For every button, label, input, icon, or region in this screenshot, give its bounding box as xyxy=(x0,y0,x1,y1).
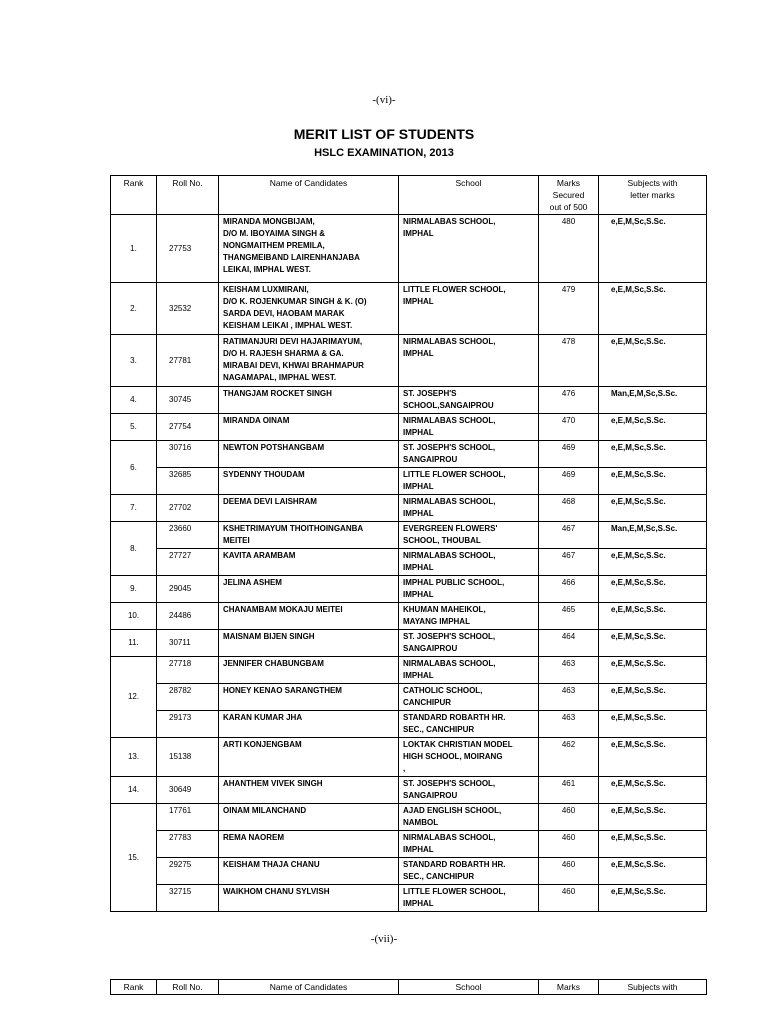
roll-cell: 29045 xyxy=(157,576,219,603)
candidate-name-line: OINAM MILANCHAND xyxy=(223,806,307,815)
marks-cell: 476 xyxy=(539,387,599,414)
rank-cell: 3. xyxy=(111,335,157,387)
candidate-name-cell xyxy=(219,495,399,522)
header-name: Name of Candidates xyxy=(219,176,399,215)
candidate-name-line: THANGJAM ROCKET SINGH xyxy=(223,389,332,398)
table-header-row xyxy=(111,176,707,215)
rank-cell: 14. xyxy=(111,777,157,804)
candidate-name-line: MIRANDA MONGBIJAM, xyxy=(223,217,315,226)
school-cell xyxy=(399,804,539,831)
subjects-cell: e,E,M,Sc,S.Sc. xyxy=(599,495,707,522)
rank-cell: 8. xyxy=(111,522,157,576)
school-cell xyxy=(399,335,539,387)
roll-cell: 30745 xyxy=(157,387,219,414)
school-line: SANGAIPROU xyxy=(403,644,458,653)
marks-cell: 467 xyxy=(539,522,599,549)
marks-cell: 479 xyxy=(539,283,599,335)
school-line: NIRMALABAS SCHOOL, xyxy=(403,497,496,506)
candidate-name-line: RATIMANJURI DEVI HAJARIMAYUM, xyxy=(223,337,363,346)
school-line: , xyxy=(403,764,406,773)
school-line: NIRMALABAS SCHOOL, xyxy=(403,337,496,346)
marks-cell: 478 xyxy=(539,335,599,387)
candidate-name-line: SYDENNY THOUDAM xyxy=(223,470,305,479)
table-row xyxy=(111,414,707,441)
school-line: IMPHAL xyxy=(403,509,434,518)
table-row xyxy=(111,468,707,495)
school-line: SANGAIPROU xyxy=(403,791,458,800)
page-number-top: -(vi)- xyxy=(372,94,396,106)
marks-cell: 460 xyxy=(539,858,599,885)
subjects-cell: e,E,M,Sc,S.Sc. xyxy=(599,831,707,858)
rank-cell: 9. xyxy=(111,576,157,603)
table-row xyxy=(111,738,707,777)
marks-cell: 465 xyxy=(539,603,599,630)
candidate-name-line: KEISHAM LEIKAI , IMPHAL WEST. xyxy=(223,321,353,330)
table-row xyxy=(111,684,707,711)
school-line: STANDARD ROBARTH HR. xyxy=(403,860,506,869)
candidate-name-line: NAGAMAPAL, IMPHAL WEST. xyxy=(223,373,337,382)
candidate-name-line: DEEMA DEVI LAISHRAM xyxy=(223,497,317,506)
roll-cell: 30649 xyxy=(157,777,219,804)
roll-cell: 28782 xyxy=(157,684,219,711)
candidate-name-line: CHANAMBAM MOKAJU MEITEI xyxy=(223,605,343,614)
school-cell xyxy=(399,495,539,522)
school-line: NIRMALABAS SCHOOL, xyxy=(403,416,496,425)
school-cell xyxy=(399,549,539,576)
header-name: Name of Candidates xyxy=(219,980,399,995)
rank-cell: 6. xyxy=(111,441,157,495)
subjects-cell: e,E,M,Sc,S.Sc. xyxy=(599,283,707,335)
candidate-name-line: MEITEI xyxy=(223,536,250,545)
candidate-name-line: MAISNAM BIJEN SINGH xyxy=(223,632,315,641)
table-row xyxy=(111,630,707,657)
candidate-name-line: MIRANDA OINAM xyxy=(223,416,290,425)
roll-cell: 29173 xyxy=(157,711,219,738)
candidate-name-cell xyxy=(219,738,399,777)
table-row xyxy=(111,522,707,549)
roll-cell: 32532 xyxy=(157,283,219,335)
rank-cell: 4. xyxy=(111,387,157,414)
school-line: MAYANG IMPHAL xyxy=(403,617,470,626)
roll-cell: 30711 xyxy=(157,630,219,657)
candidate-name-line: D/O M. IBOYAIMA SINGH & xyxy=(223,229,326,238)
rank-cell: 12. xyxy=(111,657,157,738)
table-row xyxy=(111,576,707,603)
school-line: ST. JOSEPH'S xyxy=(403,389,457,398)
rank-cell: 5. xyxy=(111,414,157,441)
subjects-cell: e,E,M,Sc,S.Sc. xyxy=(599,711,707,738)
school-cell xyxy=(399,283,539,335)
candidate-name-cell xyxy=(219,576,399,603)
roll-cell: 27702 xyxy=(157,495,219,522)
roll-cell: 27783 xyxy=(157,831,219,858)
school-cell xyxy=(399,657,539,684)
candidate-name-cell xyxy=(219,831,399,858)
school-line: ST. JOSEPH'S SCHOOL, xyxy=(403,443,496,452)
school-cell xyxy=(399,215,539,283)
candidate-name-cell xyxy=(219,885,399,912)
subjects-cell: e,E,M,Sc,S.Sc. xyxy=(599,738,707,777)
school-cell xyxy=(399,684,539,711)
school-line: IMPHAL xyxy=(403,845,434,854)
page-subtitle: HSLC EXAMINATION, 2013 xyxy=(314,147,454,159)
school-line: HIGH SCHOOL, MOIRANG xyxy=(403,752,503,761)
school-line: KHUMAN MAHEIKOL, xyxy=(403,605,486,614)
school-line: IMPHAL xyxy=(403,428,434,437)
table-row xyxy=(111,804,707,831)
header-marks xyxy=(539,176,599,215)
school-line: NAMBOL xyxy=(403,818,439,827)
header-roll: Roll No. xyxy=(157,176,219,215)
subjects-cell: e,E,M,Sc,S.Sc. xyxy=(599,657,707,684)
subjects-cell: e,E,M,Sc,S.Sc. xyxy=(599,414,707,441)
candidate-name-line: JENNIFER CHABUNGBAM xyxy=(223,659,324,668)
roll-cell: 30716 xyxy=(157,441,219,468)
roll-cell: 27753 xyxy=(157,215,219,283)
candidate-name-cell xyxy=(219,387,399,414)
school-line: IMPHAL xyxy=(403,482,434,491)
table-row xyxy=(111,495,707,522)
candidate-name-cell xyxy=(219,684,399,711)
table-row xyxy=(111,283,707,335)
rank-cell: 1. xyxy=(111,215,157,283)
school-cell xyxy=(399,777,539,804)
marks-cell: 461 xyxy=(539,777,599,804)
roll-cell: 27727 xyxy=(157,549,219,576)
roll-cell: 29275 xyxy=(157,858,219,885)
candidate-name-cell xyxy=(219,522,399,549)
school-line: SANGAIPROU xyxy=(403,455,458,464)
marks-cell: 466 xyxy=(539,576,599,603)
marks-cell: 467 xyxy=(539,549,599,576)
candidate-name-cell xyxy=(219,858,399,885)
candidate-name-line: AHANTHEM VIVEK SINGH xyxy=(223,779,323,788)
school-line: IMPHAL xyxy=(403,229,434,238)
school-line: NIRMALABAS SCHOOL, xyxy=(403,659,496,668)
candidate-name-line: KAVITA ARAMBAM xyxy=(223,551,296,560)
candidate-name-line: THANGMEIBAND LAIRENHANJABA xyxy=(223,253,360,262)
rank-cell: 11. xyxy=(111,630,157,657)
marks-cell: 468 xyxy=(539,495,599,522)
marks-cell: 462 xyxy=(539,738,599,777)
school-line: IMPHAL xyxy=(403,297,434,306)
school-cell xyxy=(399,630,539,657)
candidate-name-line: KARAN KUMAR JHA xyxy=(223,713,303,722)
roll-cell: 32685 xyxy=(157,468,219,495)
school-line: IMPHAL PUBLIC SCHOOL, xyxy=(403,578,505,587)
candidate-name-cell xyxy=(219,335,399,387)
school-line: SEC., CANCHIPUR xyxy=(403,872,475,881)
table-row xyxy=(111,603,707,630)
school-line: SEC., CANCHIPUR xyxy=(403,725,475,734)
header-marks: Marks xyxy=(539,980,599,995)
table-row xyxy=(111,387,707,414)
candidate-name-line: NONGMAITHEM PREMILA, xyxy=(223,241,325,250)
candidate-name-cell xyxy=(219,777,399,804)
candidate-name-line: D/O H. RAJESH SHARMA & GA. xyxy=(223,349,344,358)
marks-cell: 460 xyxy=(539,831,599,858)
school-cell xyxy=(399,387,539,414)
marks-cell: 469 xyxy=(539,441,599,468)
subjects-cell: e,E,M,Sc,S.Sc. xyxy=(599,335,707,387)
candidate-name-cell xyxy=(219,549,399,576)
header-rank: Rank xyxy=(111,176,157,215)
marks-cell: 469 xyxy=(539,468,599,495)
marks-cell: 463 xyxy=(539,657,599,684)
marks-cell: 460 xyxy=(539,804,599,831)
subjects-cell: e,E,M,Sc,S.Sc. xyxy=(599,777,707,804)
candidate-name-line: KEISHAM THAJA CHANU xyxy=(223,860,320,869)
subjects-cell: Man,E,M,Sc,S.Sc. xyxy=(599,387,707,414)
school-cell xyxy=(399,711,539,738)
roll-cell: 15138 xyxy=(157,738,219,777)
subjects-cell: e,E,M,Sc,S.Sc. xyxy=(599,468,707,495)
subjects-cell: e,E,M,Sc,S.Sc. xyxy=(599,576,707,603)
subjects-cell: e,E,M,Sc,S.Sc. xyxy=(599,630,707,657)
school-line: LITTLE FLOWER SCHOOL, xyxy=(403,887,506,896)
school-line: IMPHAL xyxy=(403,563,434,572)
subjects-cell: e,E,M,Sc,S.Sc. xyxy=(599,215,707,283)
school-cell xyxy=(399,738,539,777)
candidate-name-cell xyxy=(219,414,399,441)
school-line: SCHOOL,SANGAIPROU xyxy=(403,401,494,410)
candidate-name-line: ARTI KONJENGBAM xyxy=(223,740,302,749)
header-marks-line: Secured xyxy=(552,190,585,200)
school-line: IMPHAL xyxy=(403,590,434,599)
candidate-name-line: HONEY KENAO SARANGTHEM xyxy=(223,686,342,695)
rank-cell: 7. xyxy=(111,495,157,522)
header-rank: Rank xyxy=(111,980,157,995)
rank-cell: 10. xyxy=(111,603,157,630)
table-header-row xyxy=(111,980,707,995)
subjects-cell: e,E,M,Sc,S.Sc. xyxy=(599,858,707,885)
table-row xyxy=(111,215,707,283)
table-row xyxy=(111,549,707,576)
rank-cell: 15. xyxy=(111,804,157,912)
marks-cell: 464 xyxy=(539,630,599,657)
school-cell xyxy=(399,468,539,495)
candidate-name-line: KSHETRIMAYUM THOITHOINGANBA xyxy=(223,524,364,533)
table-row xyxy=(111,441,707,468)
candidate-name-line: D/O K. ROJENKUMAR SINGH & K. (O) xyxy=(223,297,367,306)
school-cell xyxy=(399,522,539,549)
marks-cell: 463 xyxy=(539,711,599,738)
table-row xyxy=(111,711,707,738)
page-title: MERIT LIST OF STUDENTS xyxy=(293,126,475,142)
subjects-cell: e,E,M,Sc,S.Sc. xyxy=(599,804,707,831)
header-subjects: Subjects with xyxy=(599,980,707,995)
school-line: CATHOLIC SCHOOL, xyxy=(403,686,483,695)
roll-cell: 23660 xyxy=(157,522,219,549)
subjects-cell: e,E,M,Sc,S.Sc. xyxy=(599,549,707,576)
school-cell xyxy=(399,576,539,603)
school-line: IMPHAL xyxy=(403,349,434,358)
header-marks-line: Marks xyxy=(556,178,581,188)
marks-cell: 460 xyxy=(539,885,599,912)
candidate-name-cell xyxy=(219,711,399,738)
roll-cell: 32715 xyxy=(157,885,219,912)
table-row xyxy=(111,885,707,912)
school-line: LITTLE FLOWER SCHOOL, xyxy=(403,470,506,479)
candidate-name-line: MIRABAI DEVI, KHWAI BRAHMAPUR xyxy=(223,361,364,370)
school-line: NIRMALABAS SCHOOL, xyxy=(403,217,496,226)
school-line: ST. JOSEPH'S SCHOOL, xyxy=(403,632,496,641)
roll-cell: 27718 xyxy=(157,657,219,684)
table-row xyxy=(111,831,707,858)
school-cell xyxy=(399,441,539,468)
school-line: AJAD ENGLISH SCHOOL, xyxy=(403,806,502,815)
marks-cell: 470 xyxy=(539,414,599,441)
rank-cell: 2. xyxy=(111,283,157,335)
table-row xyxy=(111,777,707,804)
marks-cell: 463 xyxy=(539,684,599,711)
candidate-name-line: KEISHAM LUXMIRANI, xyxy=(223,285,309,294)
roll-cell: 27781 xyxy=(157,335,219,387)
header-school: School xyxy=(399,176,539,215)
school-line: IMPHAL xyxy=(403,899,434,908)
school-cell xyxy=(399,414,539,441)
roll-cell: 24486 xyxy=(157,603,219,630)
merit-list-table-continued xyxy=(110,979,707,995)
subjects-cell: e,E,M,Sc,S.Sc. xyxy=(599,603,707,630)
header-subjects-line: Subjects with xyxy=(627,178,678,188)
school-cell xyxy=(399,603,539,630)
candidate-name-cell xyxy=(219,804,399,831)
candidate-name-line: SARDA DEVI, HAOBAM MARAK xyxy=(223,309,345,318)
table-row xyxy=(111,858,707,885)
school-line: NIRMALABAS SCHOOL, xyxy=(403,833,496,842)
candidate-name-line: WAIKHOM CHANU SYLVISH xyxy=(223,887,330,896)
header-school: School xyxy=(399,980,539,995)
header-marks-line: out of 500 xyxy=(549,202,588,212)
marks-cell: 480 xyxy=(539,215,599,283)
school-cell xyxy=(399,831,539,858)
subjects-cell: e,E,M,Sc,S.Sc. xyxy=(599,684,707,711)
candidate-name-line: LEIKAI, IMPHAL WEST. xyxy=(223,265,311,274)
candidate-name-cell xyxy=(219,657,399,684)
candidate-name-line: REMA NAOREM xyxy=(223,833,285,842)
roll-cell: 27754 xyxy=(157,414,219,441)
candidate-name-cell xyxy=(219,441,399,468)
school-line: CANCHIPUR xyxy=(403,698,451,707)
school-line: SCHOOL, THOUBAL xyxy=(403,536,481,545)
candidate-name-cell xyxy=(219,215,399,283)
header-roll: Roll No. xyxy=(157,980,219,995)
table-row xyxy=(111,657,707,684)
school-line: STANDARD ROBARTH HR. xyxy=(403,713,506,722)
school-line: LOKTAK CHRISTIAN MODEL xyxy=(403,740,513,749)
school-line: IMPHAL xyxy=(403,671,434,680)
candidate-name-line: NEWTON POTSHANGBAM xyxy=(223,443,325,452)
subjects-cell: Man,E,M,Sc,S.Sc. xyxy=(599,522,707,549)
candidate-name-cell xyxy=(219,283,399,335)
school-line: ST. JOSEPH'S SCHOOL, xyxy=(403,779,496,788)
page-number-bottom: -(vii)- xyxy=(370,933,398,945)
subjects-cell: e,E,M,Sc,S.Sc. xyxy=(599,885,707,912)
header-subjects xyxy=(599,176,707,215)
candidate-name-cell xyxy=(219,603,399,630)
candidate-name-cell xyxy=(219,468,399,495)
table-row xyxy=(111,335,707,387)
header-subjects-line: letter marks xyxy=(630,190,675,200)
rank-cell: 13. xyxy=(111,738,157,777)
subjects-cell: e,E,M,Sc,S.Sc. xyxy=(599,441,707,468)
school-line: EVERGREEN FLOWERS' xyxy=(403,524,498,533)
school-line: LITTLE FLOWER SCHOOL, xyxy=(403,285,506,294)
candidate-name-cell xyxy=(219,630,399,657)
roll-cell: 17761 xyxy=(157,804,219,831)
school-cell xyxy=(399,885,539,912)
school-cell xyxy=(399,858,539,885)
school-line: NIRMALABAS SCHOOL, xyxy=(403,551,496,560)
candidate-name-line: JELINA ASHEM xyxy=(223,578,282,587)
merit-list-table xyxy=(110,175,707,912)
